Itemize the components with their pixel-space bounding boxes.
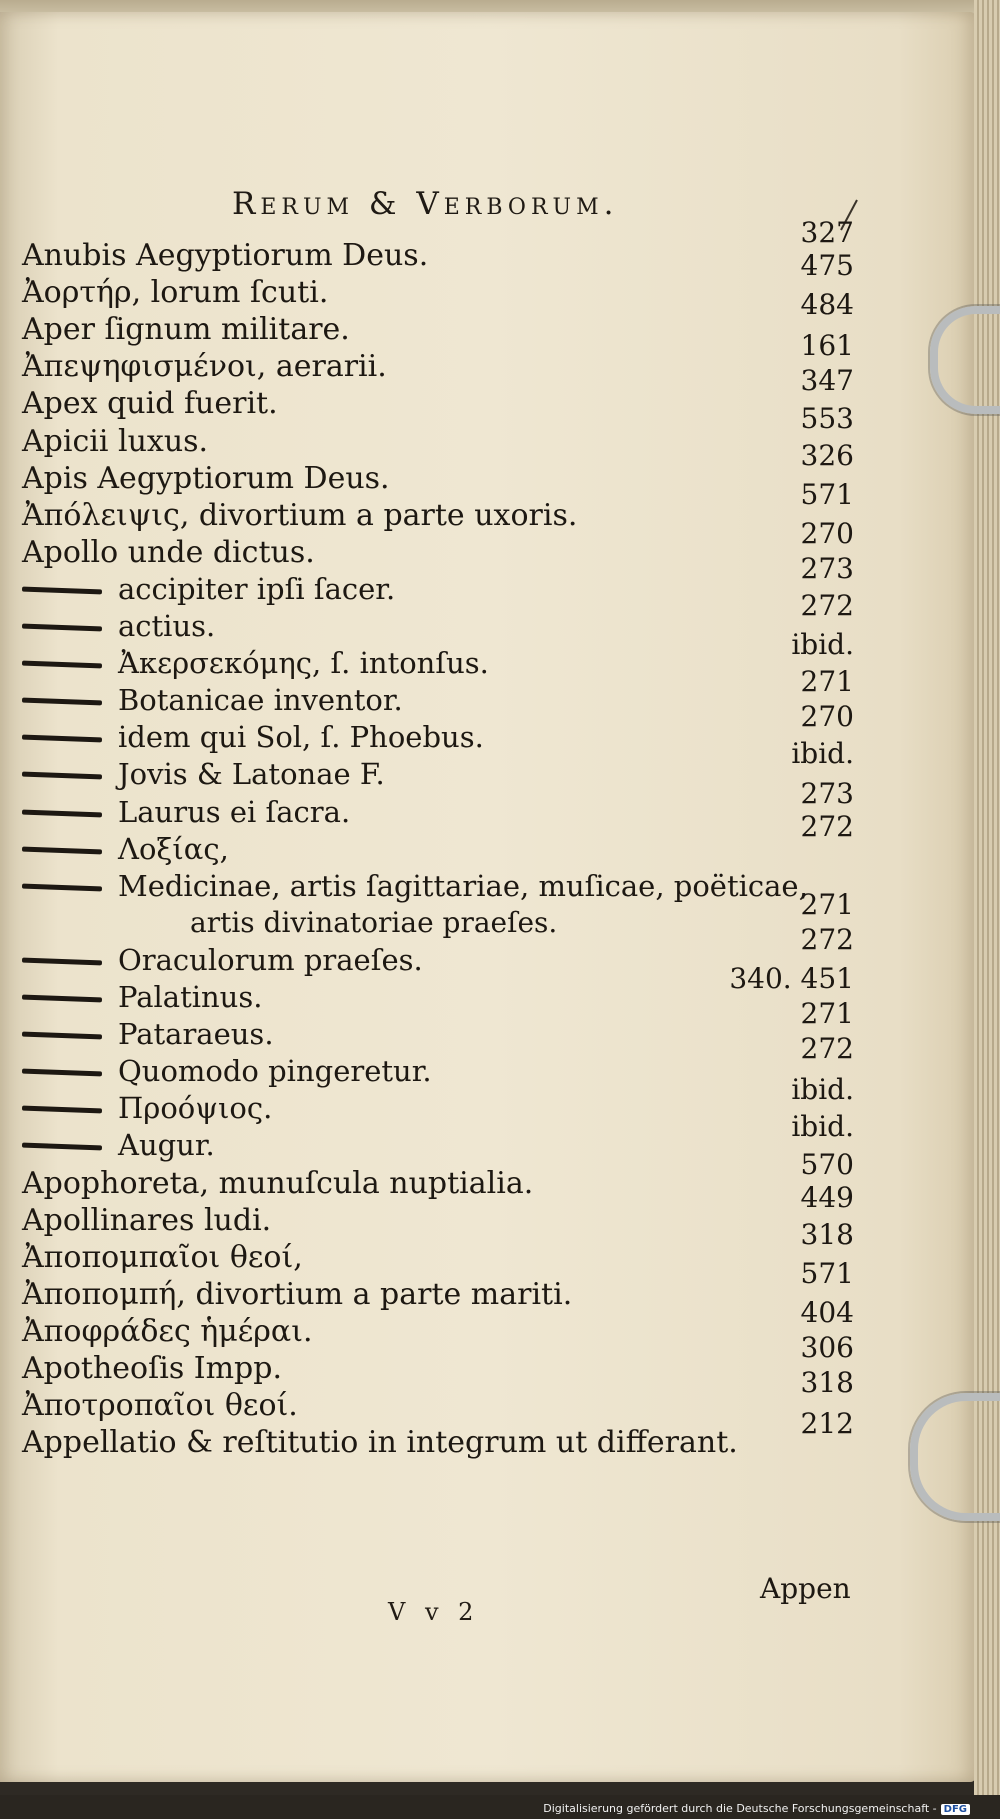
entry-page: 484 [800, 288, 854, 322]
entry-term: Appellatio & reſtitutio in integrum ut differant. [22, 1425, 738, 1461]
catchword: Appen [760, 1572, 851, 1605]
entry-page: 404 [800, 1295, 854, 1329]
entry-page: 553 [800, 401, 854, 435]
book-page [0, 12, 976, 1782]
entry-term: Anubis Aegyptiorum Deus. [22, 238, 429, 273]
repeat-dash [22, 846, 102, 854]
entry-page: 570 [800, 1147, 854, 1181]
repeat-dash [22, 698, 102, 706]
entry-page: 326 [800, 438, 854, 472]
entry-page: 273 [800, 551, 854, 585]
entry-page: 272 [800, 589, 854, 622]
repeat-dash [22, 1106, 102, 1114]
entry-term: Apollo unde dictus. [22, 534, 315, 570]
entry-page: 272 [800, 809, 854, 843]
entry-term: Apis Aegyptiorum Deus. [22, 460, 390, 496]
metal-clip-bottom [910, 1393, 1000, 1521]
entry-page: 347 [800, 364, 854, 398]
entry-page: ibid. [791, 628, 854, 662]
entry-term: accipiter ipſi ſacer. [118, 571, 396, 606]
page-fore-edge [974, 0, 1000, 1795]
entry-page: 318 [800, 1366, 854, 1400]
repeat-dash [22, 772, 102, 780]
entry-term: Apotheoſis Impp. [22, 1351, 282, 1386]
entry-page: 270 [800, 516, 854, 550]
entry-page: 161 [800, 329, 854, 363]
entry-page: 272 [800, 1032, 854, 1066]
entry-page: 270 [800, 700, 854, 734]
entry-term: Ἀορτήρ, lorum ſcuti. [22, 275, 329, 311]
repeat-dash [22, 1069, 102, 1077]
entry-page: ibid. [791, 1110, 854, 1144]
repeat-dash [22, 809, 102, 817]
entry-term: Προόψιος. [118, 1091, 273, 1126]
entry-page: 340. 451 [729, 962, 854, 995]
entry-term: Oraculorum praeſes. [118, 942, 423, 977]
entry-page: 271 [800, 665, 854, 699]
credit-bar [0, 1795, 1000, 1819]
entry-page: 212 [800, 1407, 854, 1441]
entry-page: ibid. [791, 737, 854, 771]
entry-term: Medicinae, artis ſagittariae, muſicae, poëticae, [118, 868, 808, 903]
entry-page: 273 [800, 776, 854, 810]
repeat-dash [22, 957, 102, 965]
entry-term: Quomodo pingeretur. [118, 1054, 432, 1089]
entry-term: Pataraeus. [118, 1017, 274, 1052]
entry-term: actius. [118, 609, 216, 643]
entry-term: Ἀποπομπαῖοι θεοί, [22, 1239, 303, 1275]
entry-term: Apicii luxus. [22, 423, 209, 459]
credit-text: Digitalisierung gefördert durch die Deutsche Forschungsgemeinschaft - [543, 1802, 937, 1815]
metal-clip-top [930, 306, 1000, 414]
entry-term: Botanicae inventor. [118, 683, 403, 718]
entry-term: Ἀπόλειψις, divortium a parte uxoris. [22, 497, 578, 533]
repeat-dash [22, 1143, 102, 1151]
repeat-dash [22, 883, 102, 891]
entry-page: 571 [800, 1256, 854, 1290]
entry-page: 306 [800, 1331, 854, 1364]
entry-term: Apex quid fuerit. [22, 386, 278, 422]
entry-term: Ἀποτροπαῖοι θεοί. [22, 1388, 298, 1424]
repeat-dash [22, 1032, 102, 1040]
entry-term: Augur. [118, 1128, 215, 1163]
entry-term: Laurus ei ſacra. [118, 794, 351, 829]
page-header: Rerum & Verborum. [232, 186, 619, 222]
entry-page: 271 [800, 997, 854, 1031]
entry-term: Λοξίας, [118, 831, 229, 866]
entry-term: Apollinares ludi. [22, 1202, 272, 1238]
entry-page: 272 [800, 922, 854, 956]
repeat-dash [22, 661, 102, 669]
entry-term: Ἀκερσεκόμης, ſ. intonſus. [118, 646, 489, 681]
index-entry [0, 1407, 976, 1463]
entry-term: Aper ſignum militare. [22, 312, 350, 348]
entry-term: Ἀποφράδες ἡμέραι. [22, 1313, 313, 1349]
entry-term: artis divinatoriae praeſes. [190, 905, 558, 939]
repeat-dash [22, 624, 102, 632]
entry-page: 318 [800, 1217, 854, 1251]
entry-term: Apophoreta, munuſcula nuptialia. [22, 1165, 534, 1201]
signature-mark: V v 2 [388, 1598, 480, 1626]
entry-term: Ἀπεψηφισμένοι, aerarii. [22, 349, 387, 385]
entry-page: 271 [800, 887, 854, 921]
entry-page: 571 [800, 477, 854, 511]
entry-term: Ἀποπομπή, divortium a parte mariti. [22, 1276, 573, 1312]
credit-line [543, 1802, 970, 1815]
repeat-dash [22, 995, 102, 1003]
entry-term: Jovis & Latonae F. [118, 757, 385, 792]
entry-page: 449 [800, 1180, 854, 1214]
entry-page: ibid. [791, 1073, 854, 1107]
entry-page: 475 [800, 249, 854, 283]
entry-term: Palatinus. [118, 980, 263, 1014]
entry-term: idem qui Sol, ſ. Phoebus. [118, 720, 484, 755]
entry-page: 327 [800, 216, 854, 249]
repeat-dash [22, 586, 102, 594]
dfg-logo: DFG [941, 1804, 970, 1815]
repeat-dash [22, 735, 102, 743]
